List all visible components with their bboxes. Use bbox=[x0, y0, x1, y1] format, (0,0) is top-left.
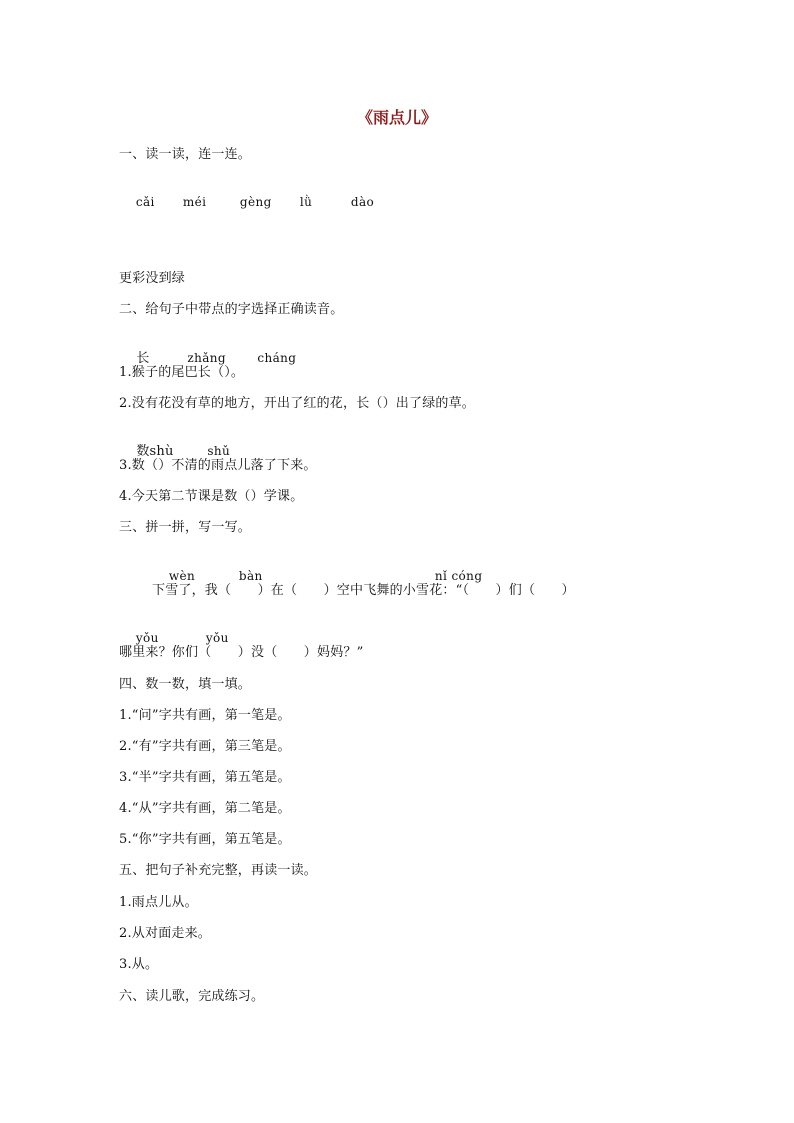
section3-sentence-line2: 哪里来？你们（ ）没（ ）妈妈？” bbox=[119, 645, 364, 660]
pinyin-option: cháng bbox=[257, 351, 297, 365]
pinyin-item: bàn bbox=[238, 569, 263, 583]
target-character: 长 bbox=[136, 351, 150, 366]
question-item: 1.猴子的尾巴长（）。 bbox=[119, 365, 245, 380]
sentence-completion-item: 1.雨点儿从。 bbox=[119, 895, 198, 910]
pinyin-item: lǜ bbox=[299, 195, 313, 209]
stroke-count-item: 2.“有”字共有画，第三笔是。 bbox=[119, 739, 291, 754]
stroke-count-item: 4.“从”字共有画，第二笔是。 bbox=[119, 801, 291, 816]
pinyin-item: cǎi bbox=[135, 195, 155, 209]
stroke-count-item: 5.“你”字共有画，第五笔是。 bbox=[119, 832, 291, 847]
section1-characters: 更彩没到绿 bbox=[119, 271, 186, 286]
question-item: 3.数（）不清的雨点儿落了下来。 bbox=[119, 458, 317, 473]
pinyin-item: méi bbox=[182, 195, 207, 209]
pinyin-option: 数shù bbox=[136, 444, 174, 459]
section5-heading: 五、把句子补充完整，再读一读。 bbox=[119, 863, 318, 878]
pinyin-item: gèng bbox=[239, 195, 272, 209]
question-item: 4.今天第二节课是数（）学课。 bbox=[119, 489, 304, 504]
section3-sentence-line1: 下雪了，我（ ）在（ ）空中飞舞的小雪花：“（ ）们（ ） bbox=[152, 583, 575, 598]
section2-heading: 二、给句子中带点的字选择正确读音。 bbox=[119, 302, 344, 317]
sentence-completion-item: 2.从对面走来。 bbox=[119, 926, 212, 941]
pinyin-item: yǒu bbox=[135, 631, 159, 645]
section4-heading: 四、数一数，填一填。 bbox=[119, 677, 252, 692]
pinyin-item: wèn bbox=[168, 569, 196, 583]
stroke-count-item: 1.“问”字共有画，第一笔是。 bbox=[119, 708, 291, 723]
page-title: 《雨点儿》 bbox=[356, 108, 437, 127]
pinyin-item: yǒu bbox=[205, 631, 229, 645]
stroke-count-item: 3.“半”字共有画，第五笔是。 bbox=[119, 770, 291, 785]
section1-heading: 一、读一读，连一连。 bbox=[119, 147, 252, 162]
question-item: 2.没有花没有草的地方，开出了红的花，长（）出了绿的草。 bbox=[119, 396, 476, 411]
section6-heading: 六、读儿歌，完成练习。 bbox=[119, 989, 265, 1004]
section1-pinyin-row bbox=[119, 178, 374, 226]
pinyin-option: zhǎng bbox=[187, 351, 226, 365]
pinyin-item: dào bbox=[350, 195, 375, 209]
pinyin-item: nǐ cóng bbox=[434, 569, 483, 583]
sentence-completion-item: 3.从。 bbox=[119, 957, 159, 972]
pinyin-option: shǔ bbox=[207, 444, 231, 458]
section3-heading: 三、拼一拼，写一写。 bbox=[119, 520, 252, 535]
